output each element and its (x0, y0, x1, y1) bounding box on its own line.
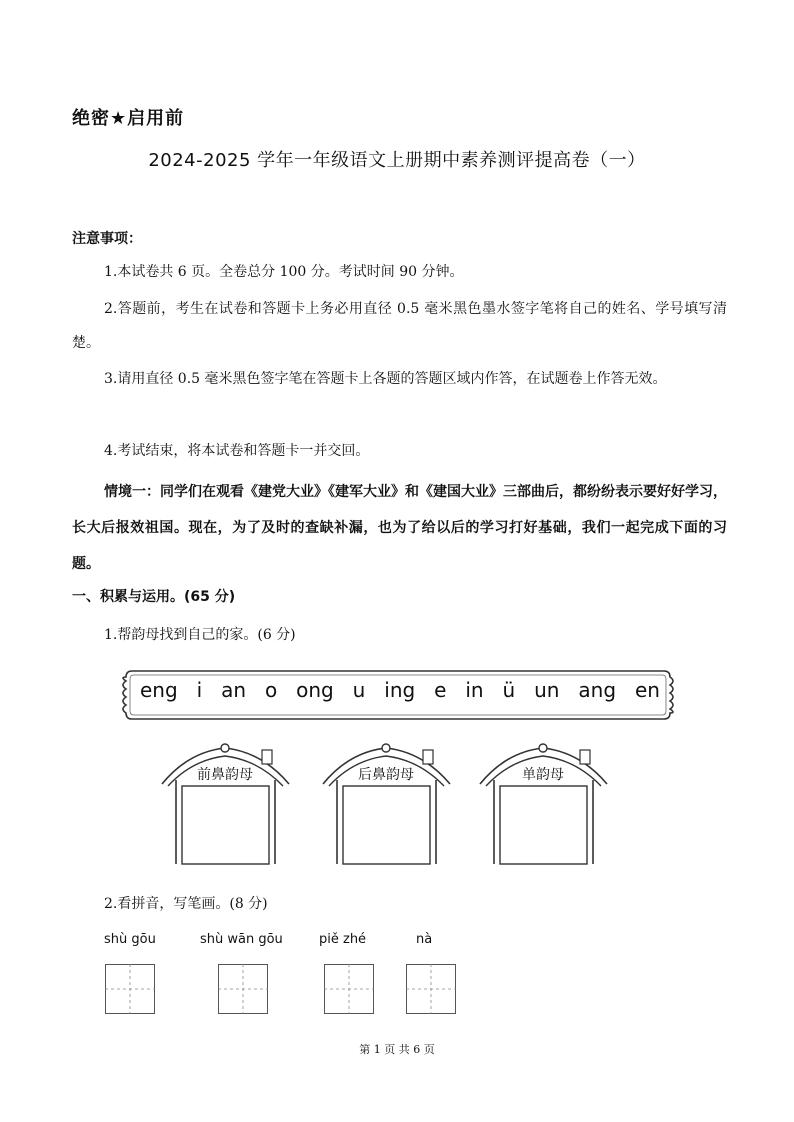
question-2-prompt: 2.看拼音，写笔画。(8 分) (104, 896, 268, 912)
stroke-pinyin: piě zhé (319, 932, 367, 947)
final-item[interactable]: ing (384, 678, 416, 702)
house-back-nasal (319, 742, 454, 867)
house-label: 单韵母 (522, 767, 564, 783)
stroke-pinyin: shù gōu (104, 932, 156, 947)
final-item[interactable]: ü (502, 678, 516, 702)
final-item[interactable]: in (465, 678, 484, 702)
question-1-prompt: 1.帮韵母找到自己的家。(6 分) (104, 627, 296, 643)
stroke-pinyin: shù wān gōu (200, 932, 283, 947)
writing-grid[interactable] (406, 964, 456, 1014)
writing-grid[interactable] (218, 964, 268, 1014)
final-item[interactable]: o (264, 678, 278, 702)
final-item[interactable]: i (196, 678, 203, 702)
house-label: 后鼻韵母 (358, 767, 414, 783)
notice-heading: 注意事项： (72, 231, 142, 247)
final-item[interactable]: ong (296, 678, 334, 702)
house-label: 前鼻韵母 (197, 767, 253, 783)
stroke-pinyin: nà (416, 932, 433, 947)
notice-item: 1.本试卷共 6 页。全卷总分 100 分。考试时间 90 分钟。 (104, 264, 464, 280)
final-item[interactable]: un (534, 678, 560, 702)
house-single-final (476, 742, 611, 867)
final-item[interactable]: en (634, 678, 660, 702)
confidential-label: 绝密★启用前 (72, 108, 185, 129)
house-front-nasal (158, 742, 293, 867)
notice-item: 2.答题前，考生在试卷和答题卡上务必用直径 0.5 毫米黑色墨水签字笔将自己的姓名、学号填写清楚。 (72, 301, 727, 351)
final-item[interactable]: e (434, 678, 447, 702)
writing-grid[interactable] (324, 964, 374, 1014)
notice-item: 4.考试结束，将本试卷和答题卡一并交回。 (104, 443, 370, 459)
page-number: 第 1 页 共 6 页 (359, 1043, 435, 1056)
final-item[interactable]: an (221, 678, 247, 702)
exam-title: 2024-2025 学年一年级语文上册期中素养测评提高卷（一） (148, 150, 646, 171)
writing-grid[interactable] (105, 964, 155, 1014)
finals-row (140, 678, 660, 702)
final-item[interactable]: eng (140, 678, 178, 702)
scenario-paragraph: 情境一：同学们在观看《建党大业》《建军大业》和《建国大业》三部曲后，都纷纷表示要好好学习，长大后报效祖国。现在，为了及时的查缺补漏，也为了给以后的学习打好基础，我们一起完成下面的习题。 (72, 484, 727, 572)
section-title: 一、积累与运用。(65 分) (72, 589, 236, 605)
notice-item: 3.请用直径 0.5 毫米黑色签字笔在答题卡上各题的答题区域内作答，在试题卷上作答无效。 (104, 371, 667, 387)
final-item[interactable]: ang (578, 678, 617, 702)
final-item[interactable]: u (352, 678, 366, 702)
